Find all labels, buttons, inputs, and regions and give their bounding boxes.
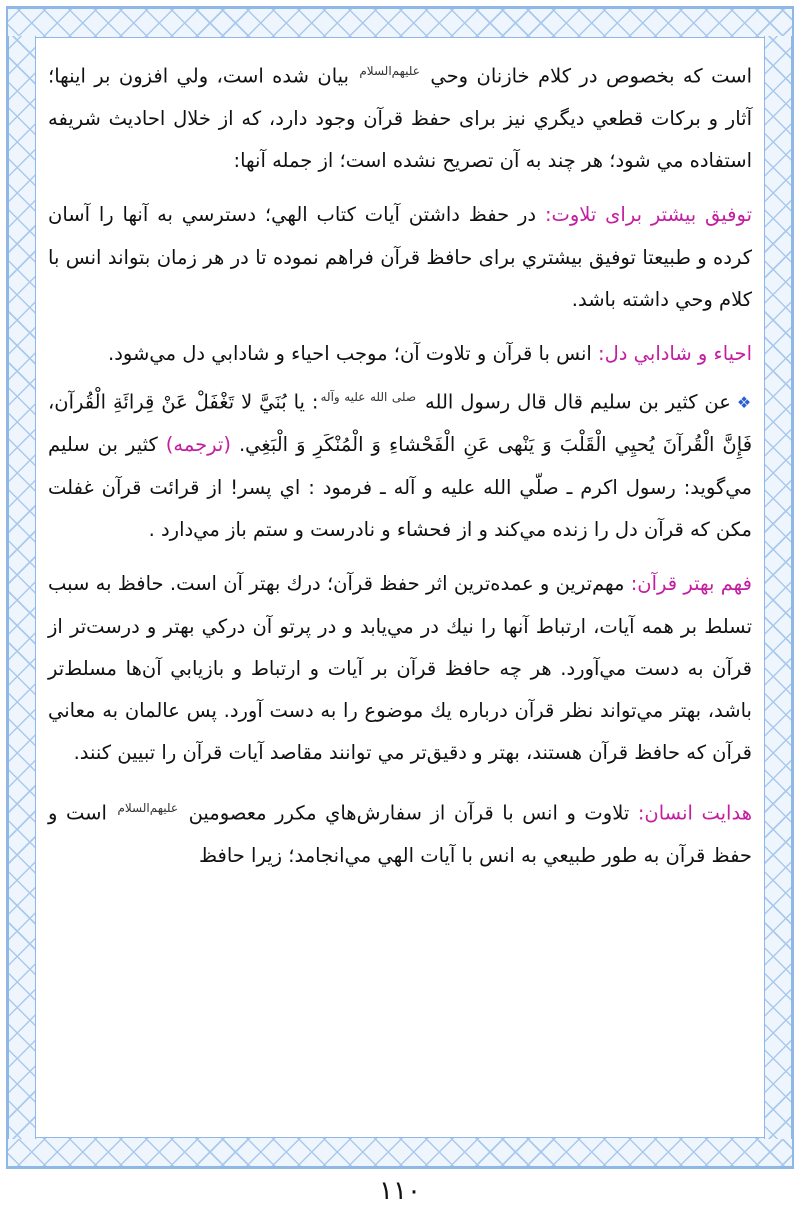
intro-paragraph: است كه بخصوص در كلام خازنان وحي $^{عليهم‌السلام}$ بيان شده است، ولي افزون بر اينها؛ آثار و بركات قطعي ديگري نيز براى حفظ قرآن وجود دارد، كه از خلال احاديث شريفه استفاده مي شود؛ هر چند به آن تصريح نشده است؛ از جمله آنها: bbox=[48, 64, 752, 173]
top-ornament-band bbox=[8, 8, 792, 38]
section-recitation: توفيق بيشتر براى تلاوت: در حفظ داشتن آيات كتاب الهي؛ دسترسي به آنها را آسان كرده و طبيعتا توفيق بيشتري براى حافظ قرآن فراهم نموده تا در هر زمان بتواند انس با كلام وحي داشته باشد. bbox=[48, 203, 752, 311]
left-ornament-band bbox=[8, 36, 36, 1139]
bottom-ornament-band bbox=[8, 1137, 792, 1167]
hadith-text: عن كثير بن سليم قال قال رسول الله bbox=[425, 390, 731, 414]
right-ornament-band bbox=[764, 36, 792, 1139]
section-guidance: هدايت انسان: تلاوت و انس با قرآن از سفارش‌هاي مكرر معصومين $^{عليهم‌السلام}$ است و حفظ قرآن به طور طبيعي به انس با آيات الهي مي‌انجامد؛ زيرا حافظ bbox=[48, 800, 752, 867]
honorific-ligature: عليهم‌السلام bbox=[117, 800, 179, 815]
section-heading: توفيق بيشتر براى تلاوت: bbox=[544, 203, 752, 227]
page-number: ١١٠ bbox=[379, 1176, 421, 1206]
hadith-translation: كثير بن سليم مي‌گويد: رسول اكرم ـ صلّي الله عليه و آله ـ فرمود : اي پسر! از قرائت قرآن غفلت مكن كه قرآن دل را زنده مي‌كند و از فحشاء و نادرست و ستم باز مي‌دارد . bbox=[48, 433, 752, 541]
section-heading: احياء و شادابي دل: bbox=[598, 342, 752, 366]
section-heading: فهم بهتر قرآن: bbox=[630, 572, 752, 596]
section-heading: هدايت انسان: bbox=[637, 801, 752, 825]
page-border-frame bbox=[6, 6, 794, 1169]
honorific-ligature: صلى الله عليه وآله bbox=[320, 389, 417, 404]
section-understanding: فهم بهتر قرآن: مهم‌ترين و عمده‌ترين اثر حفظ قرآن؛ درك بهتر آن است. حافظ به سبب تسلط بر همه آيات، ارتباط آنها را نيك در مي‌يابد و در پرتو آن دركي بهتر و درست‌تر از قرآن به دست مي‌آورد. هر چه حافظ قرآن بر آيات و ارتباط و بازيابي آن‌ها مسلط‌تر باشد، بهتر مي‌تواند نظر قرآن درباره يك موضوع را به دست آورد. پس عالمان به معاني قرآن كه حافظ قرآن هستند، بهتر و دقيق‌تر مي توانند مقاصد آيات قرآن را تبيين كنند. bbox=[48, 572, 752, 765]
section-heart-revival: احياء و شادابي دل: انس با قرآن و تلاوت آن؛ موجب احياء و شادابي دل مي‌شود. ❖عن كثير بن سليم قال قال رسول الله $^{صلى الله عليه وآله}$: يا بُنَيَّ لا تَغْفَلْ عَنْ قِرائَةِ الْقُرآن، فَإِنَّ الْقُرآنَ يُحيِي الْقَلْبَ وَ يَنْهى عَنِ الْفَحْشاءِ وَ الْمُنْكَرِ وَ الْبَغِي. (ترجمه) كثير بن سليم مي‌گويد: رسول اكرم ـ صلّي الله عليه و آله ـ فرمود : اي پسر! از قرائت قرآن غفلت مكن كه قرآن دل را زنده مي‌كند و از فحشاء و نادرست و ستم باز مي‌دارد . bbox=[48, 342, 753, 541]
translation-label: (ترجمه) bbox=[165, 433, 231, 457]
hadith-arabic: : يا بُنَيَّ لا تَغْفَلْ عَنْ قِرائَةِ الْقُرآن، فَإِنَّ الْقُرآنَ يُحيِي الْقَلْبَ وَ يَنْهى عَنِ الْفَحْشاءِ وَ الْمُنْكَرِ وَ الْبَغِي. bbox=[48, 390, 753, 457]
honorific-ligature: عليهم‌السلام bbox=[359, 64, 420, 78]
diamond-bullet-icon: ❖ bbox=[736, 393, 752, 413]
page-content bbox=[48, 50, 752, 1127]
